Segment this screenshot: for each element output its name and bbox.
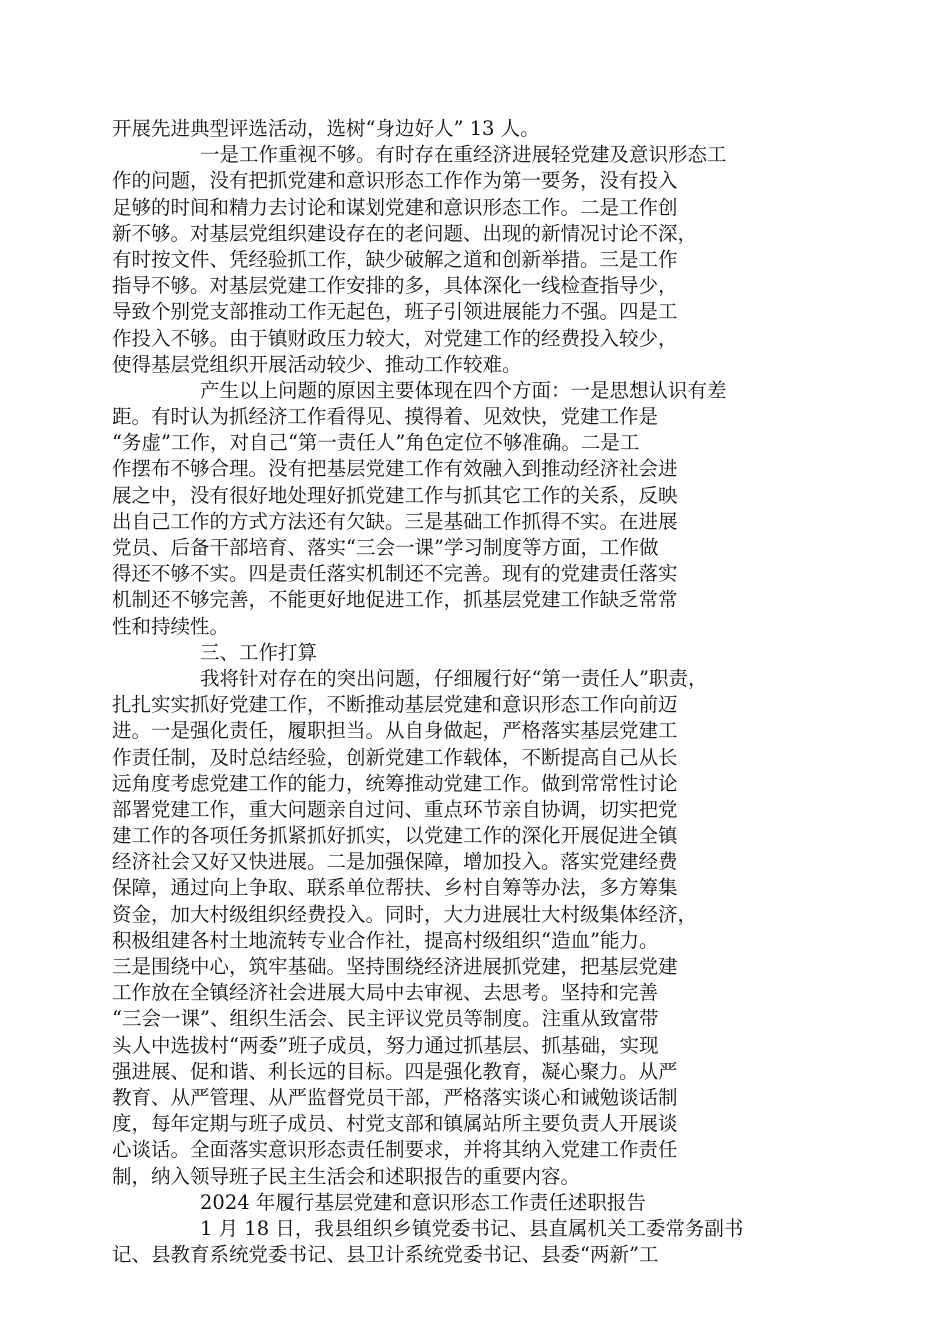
text-line: 一是工作重视不够。有时存在重经济进展轻党建及意识形态工 — [200, 143, 727, 167]
text-line: “务虚”工作，对自己“第一责任人”角色定位不够准确。二是工 — [112, 431, 640, 455]
text-line: 展之中，没有很好地处理好抓党建工作与抓其它工作的关系，反映 — [112, 483, 678, 507]
text-line: 新不够。对基层党组织建设存在的老问题、出现的新情况讨论不深， — [112, 221, 698, 245]
text-line: 部署党建工作，重大问题亲自过问、重点环节亲自协调，切实把党 — [112, 797, 678, 821]
text-line: 扎扎实实抓好党建工作，不断推动基层党建和意识形态工作向前迈 — [112, 693, 678, 717]
text-line: 作的问题，没有把抓党建和意识形态工作作为第一要务，没有投入 — [112, 169, 678, 193]
text-line: 教育、从严管理、从严监督党员干部，严格落实谈心和诫勉谈话制 — [112, 1085, 678, 1109]
text-line: 指导不够。对基层党建工作安排的多，具体深化一线检查指导少， — [112, 274, 678, 298]
text-line: 三、工作打算 — [200, 640, 318, 664]
text-line: 足够的时间和精力去讨论和谋划党建和意识形态工作。二是工作创 — [112, 195, 678, 219]
text-line: 党员、后备干部培育、落实“三会一课”学习制度等方面，工作做 — [112, 536, 659, 559]
text-line: 三是围绕中心，筑牢基础。坚持围绕经济进展抓党建，把基层党建 — [112, 955, 678, 978]
text-line: 作责任制，及时总结经验，创新党建工作载体，不断提高自己从长 — [112, 745, 678, 769]
text-line: 导致个别党支部推动工作无起色，班子引领进展能力不强。四是工 — [112, 300, 678, 324]
text-line: 保障，通过向上争取、联系单位帮扶、乡村自筹等办法，多方筹集 — [112, 876, 678, 900]
text-line: 资金，加大村级组织经费投入。同时，大力进展壮大村级集体经济， — [112, 902, 698, 926]
text-line: 头人中选拔村“两委”班子成员，努力通过抓基层、抓基础，实现 — [112, 1033, 659, 1057]
text-line: 产生以上问题的原因主要体现在四个方面：一是思想认识有差 — [200, 378, 727, 402]
text-line: 经济社会又好又快进展。二是加强保障，增加投入。落实党建经费 — [112, 850, 678, 874]
text-line: 2024 年履行基层党建和意识形态工作责任述职报告 — [200, 1190, 646, 1214]
text-line: 我将针对存在的突出问题，仔细履行好“第一责任人”职责， — [200, 666, 708, 690]
document-page — [112, 116, 832, 1268]
text-line: 记、县教育系统党委书记、县卫计系统党委书记、县委“两新”工 — [112, 1243, 659, 1267]
text-line: 机制还不够完善，不能更好地促进工作，抓基层党建工作缺乏常常 — [112, 588, 678, 612]
text-line: 出自己工作的方式方法还有欠缺。三是基础工作抓得不实。在进展 — [112, 509, 678, 533]
text-line: 1 月 18 日，我县组织乡镇党委书记、县直属机关工委常务副书 — [200, 1216, 744, 1240]
text-line: 制，纳入领导班子民主生活会和述职报告的重要内容。 — [112, 1164, 581, 1188]
text-line: 使得基层党组织开展活动较少、推动工作较难。 — [112, 352, 522, 376]
text-line: 积极组建各村土地流转专业合作社，提高村级组织“造血”能力。 — [112, 928, 659, 952]
text-line: 开展先进典型评选活动，选树“身边好人” 13 人。 — [112, 117, 540, 140]
text-line: 工作放在全镇经济社会进展大局中去审视、去思考。坚持和完善 — [112, 981, 659, 1005]
text-line: 得还不够不实。四是责任落实机制还不完善。现有的党建责任落实 — [112, 562, 678, 586]
text-line: 心谈话。全面落实意识形态责任制要求，并将其纳入党建工作责任 — [112, 1138, 678, 1162]
text-line: 性和持续性。 — [112, 614, 230, 638]
text-line: 距。有时认为抓经济工作看得见、摸得着、见效快，党建工作是 — [112, 405, 659, 429]
text-line: 作摆布不够合理。没有把基层党建工作有效融入到推动经济社会进 — [112, 457, 678, 481]
text-line: 作投入不够。由于镇财政压力较大，对党建工作的经费投入较少， — [112, 326, 678, 350]
text-line: 建工作的各项任务抓紧抓好抓实，以党建工作的深化开展促进全镇 — [112, 824, 678, 848]
text-line: “三会一课”、组织生活会、民主评议党员等制度。注重从致富带 — [112, 1007, 659, 1031]
text-line: 远角度考虑党建工作的能力，统筹推动党建工作。做到常常性讨论 — [112, 771, 678, 795]
text-line: 进。一是强化责任，履职担当。从自身做起，严格落实基层党建工 — [112, 719, 678, 743]
text-line: 有时按文件、凭经验抓工作，缺少破解之道和创新举措。三是工作 — [112, 247, 678, 271]
text-line: 度，每年定期与班子成员、村党支部和镇属站所主要负责人开展谈 — [112, 1112, 678, 1136]
text-line: 强进展、促和谐、利长远的目标。四是强化教育，凝心聚力。从严 — [112, 1059, 678, 1083]
